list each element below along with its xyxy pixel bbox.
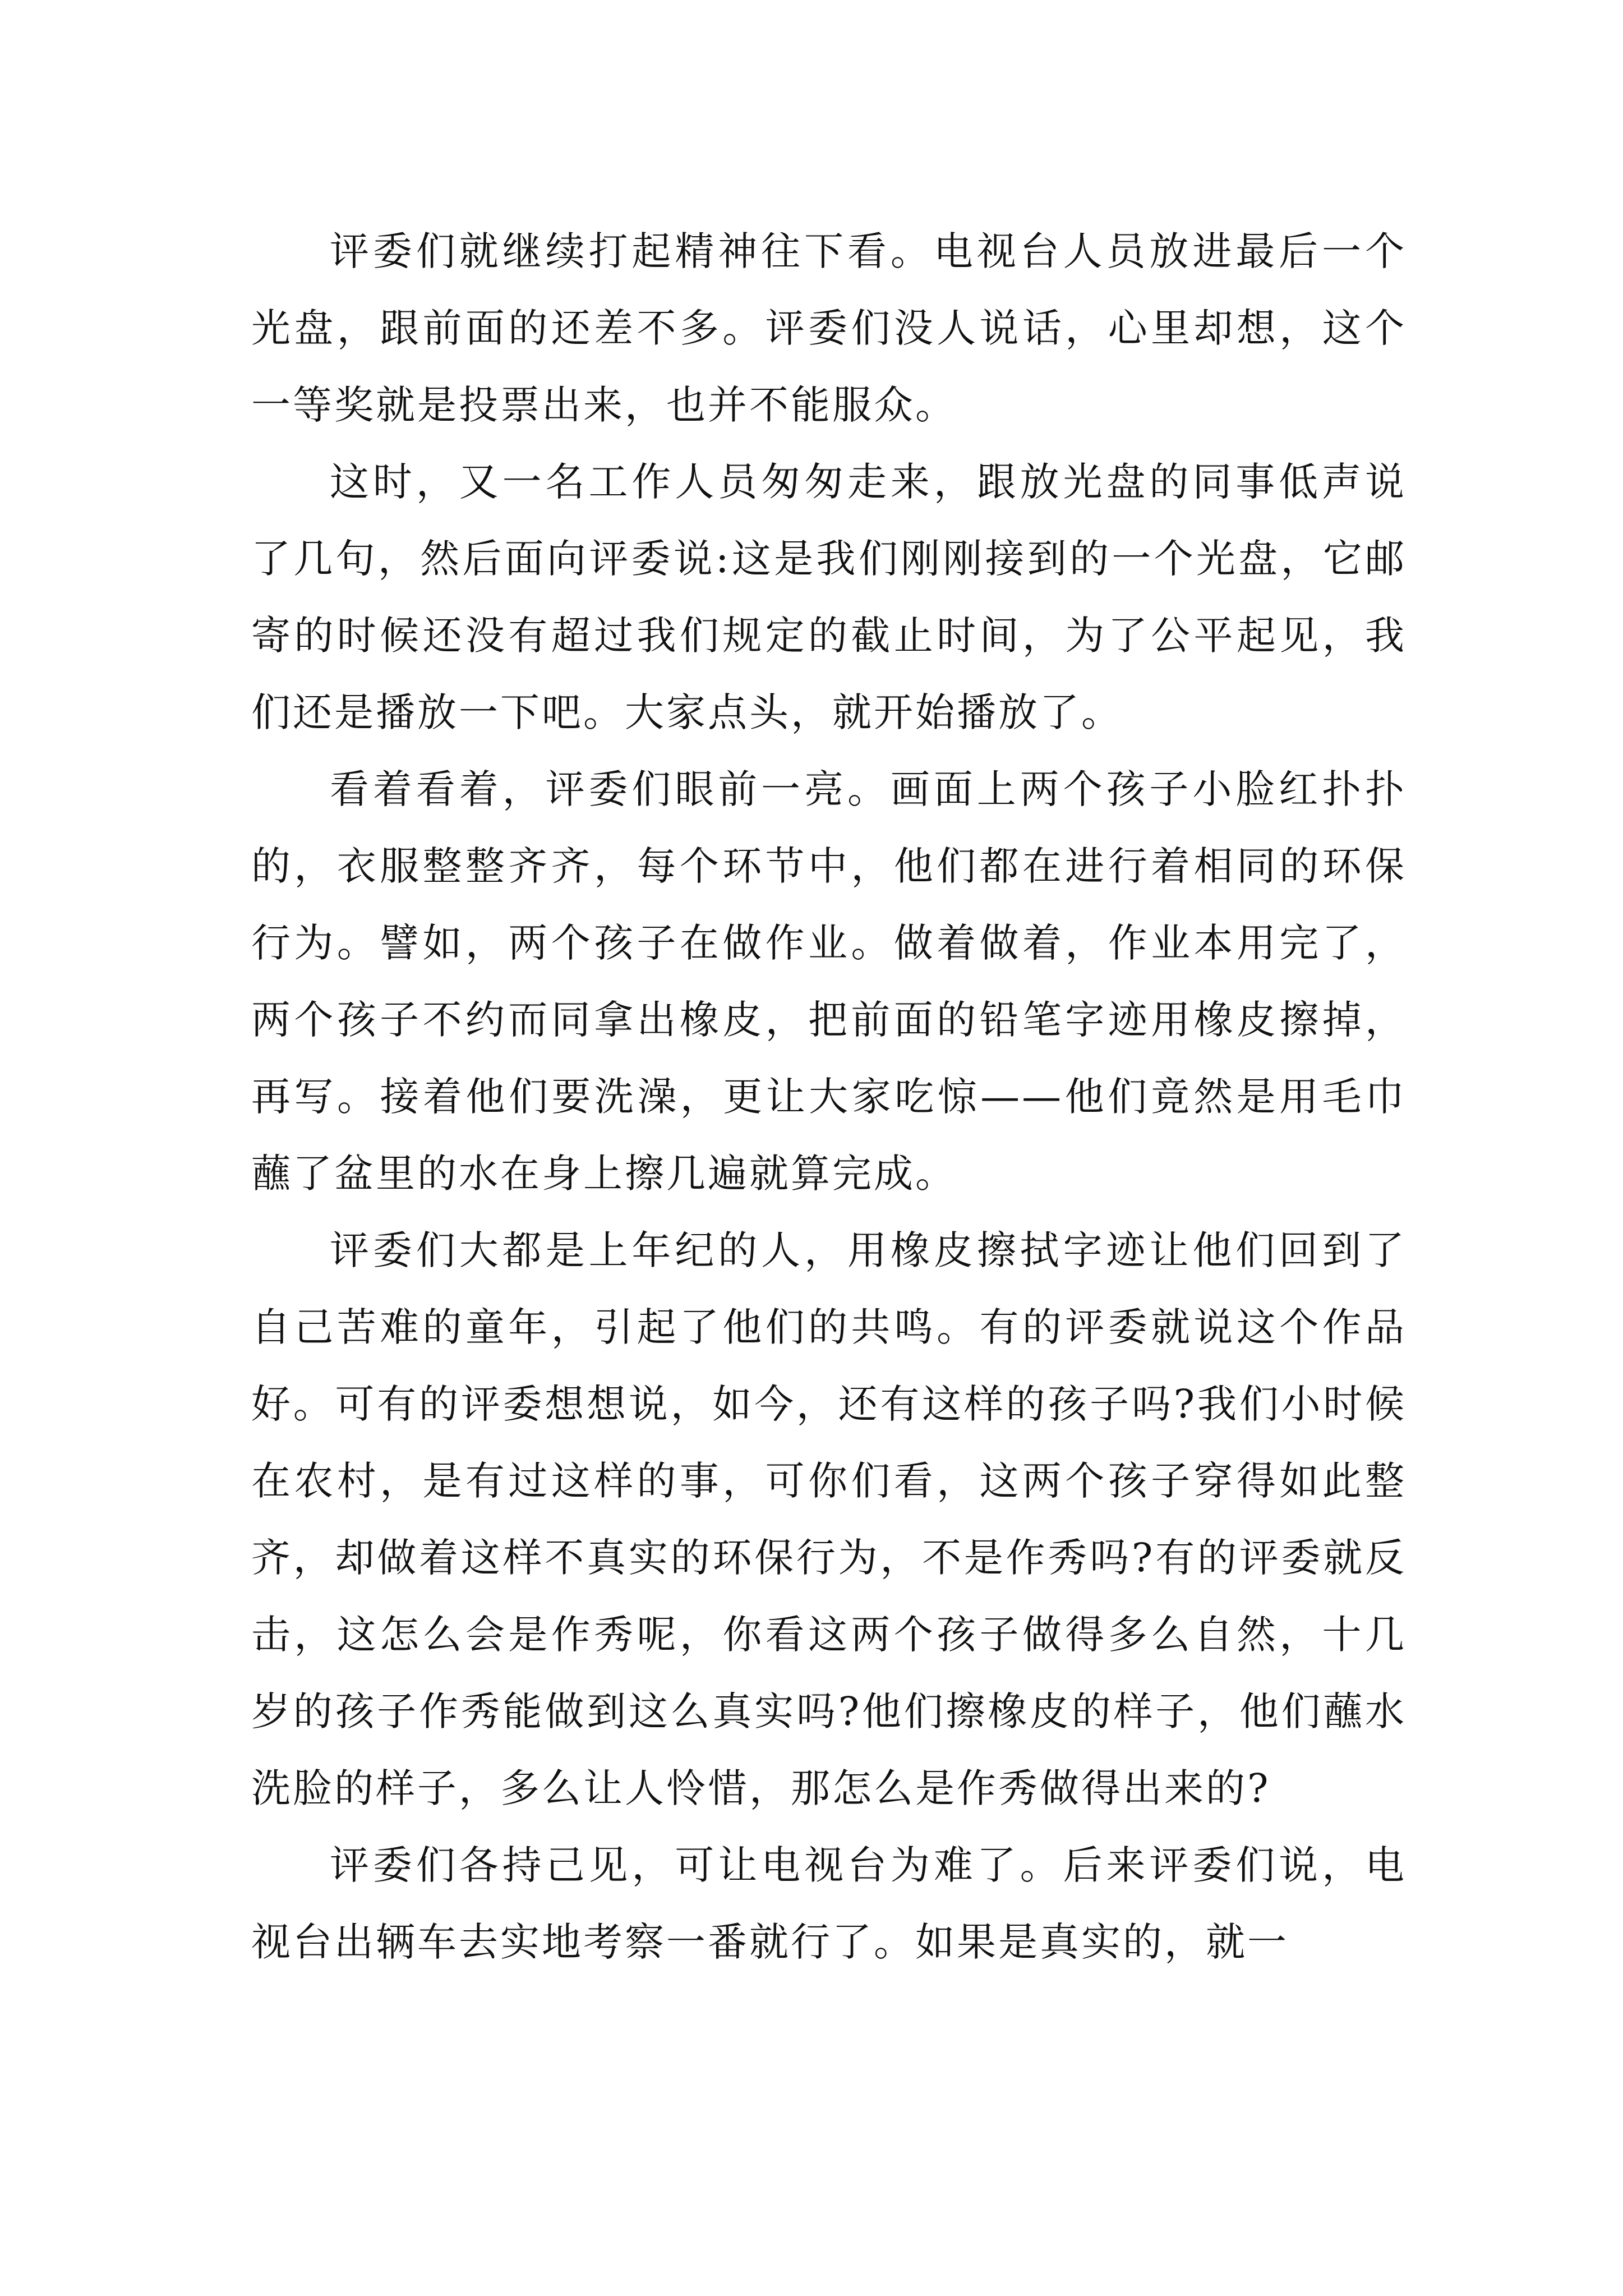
paragraph-4: 评委们大都是上年纪的人，用橡皮擦拭字迹让他们回到了自己苦难的童年，引起了他们的共鸣。有的评委就说这个作品好。可有的评委想想说，如今，还有这样的孩子吗?我们小时候在农村，是有过这样的事，可你们看，这两个孩子穿得如此整齐，却做着这样不真实的环保行为，不是作秀吗?有的评委就反击，这怎么会是作秀呢，你看这两个孩子做得多么自然，十几岁的孩子作秀能做到这么真实吗?他们擦橡皮的样子，他们蘸水洗脸的样子，多么让人怜惜，那怎么是作秀做得出来的?	[251, 1227, 1407, 1811]
paragraph-3: 看着看着，评委们眼前一亮。画面上两个孩子小脸红扑扑的，衣服整整齐齐，每个环节中，他们都在进行着相同的环保行为。譬如，两个孩子在做作业。做着做着，作业本用完了，两个孩子不约而同拿出橡皮，把前面的铅笔字迹用橡皮擦掉，再写。接着他们要洗澡，更让大家吃惊——他们竟然是用毛巾蘸了盆里的水在身上擦几遍就算完成。	[251, 766, 1407, 1197]
document-body	[251, 213, 1407, 1981]
paragraph-2: 这时，又一名工作人员匆匆走来，跟放光盘的同事低声说了几句，然后面向评委说:这是我们刚刚接到的一个光盘，它邮寄的时候还没有超过我们规定的截止时间，为了公平起见，我们还是播放一下吧。大家点头，就开始播放了。	[251, 459, 1407, 735]
paragraph-5: 评委们各持己见，可让电视台为难了。后来评委们说，电视台出辆车去实地考察一番就行了。如果是真实的，就一	[251, 1842, 1407, 1965]
paragraph-1: 评委们就继续打起精神往下看。电视台人员放进最后一个光盘，跟前面的还差不多。评委们没人说话，心里却想，这个一等奖就是投票出来，也并不能服众。	[251, 228, 1407, 428]
